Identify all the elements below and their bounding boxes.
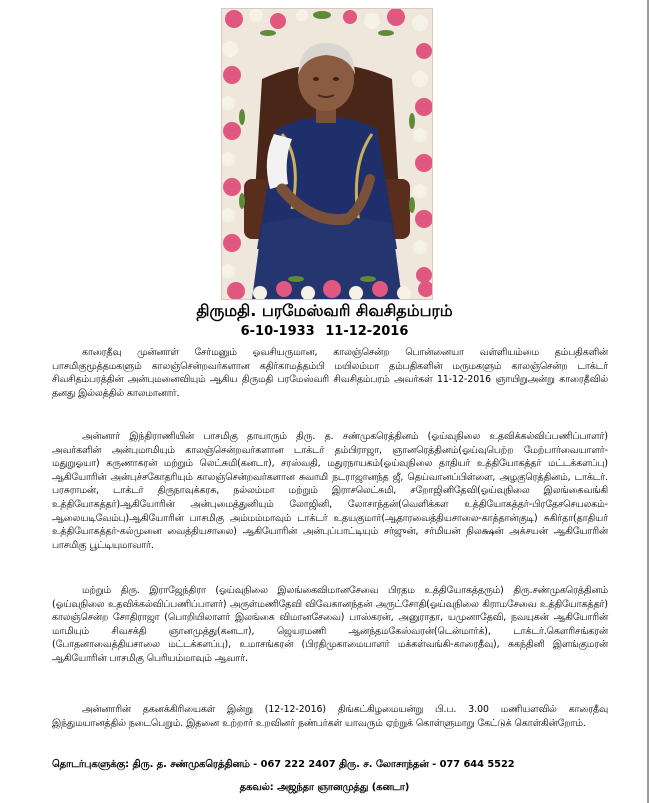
portrait-photo: [221, 8, 433, 300]
paragraph-relatives: மற்றும் திரு. இராஜேந்திரா (ஓய்வுநிலை இலங்கைவிமானசேவை பிரதம உத்தியோகத்தரும்) திரு.சண்முகரெத்தினம் (ஓய்வுநிலை உதவிக்கல்விப்பணிப்பாளர்) அருள்மணிதேவி விவேகானந்தன் அருட்சோதி(ஓய்வுநிலை கிராமசேவை உத்தியோகத்தர்) காலஞ்சென்ற சோதிராஜா (பொறியிலாளர் இலங்கை விமானசேவை) பாஸ்கரன், அனுராதா, யமுனாதேவி, நவயுகன் ஆகியோரின் மாமியும் சிவசக்தி ஞானமுத்து(கனடா), ஜெயரமணி ஆனந்தமகேஸ்வரன்(டென்மார்க்), டாக்டர்.கௌரிசங்கரன் (போதனாவைத்தியசாலை மட்டக்களப்பு), உமாசங்கரன் (பிரதிமுகாமையாளர் மக்கள்வங்கி-காரைதீவு), சுகந்தினி இளங்குமரன் ஆகியோரின் பாசமிகு பெரியம்மாவும் ஆவார்.: [52, 585, 608, 664]
life-dates: 6-10-1933 11-12-2016: [240, 324, 409, 339]
information-credit: தகவல்: அஜந்தா ஞானமுத்து (கனடா): [239, 782, 410, 793]
deceased-name: திருமதி. பரமேஸ்வரி சிவசிதம்பரம்: [196, 301, 453, 320]
paragraph-intro: காரைதீவு முன்னாள் சேர்மனும் ஓவசியருமான, காலஞ்சென்ற பொன்னையா வள்ளியம்மை தம்பதிகளின் பாசமிகுமூத்தமகளும் காலஞ்சென்றவர்களான கதிர்காமத்தம்பி மயிலம்மா தம்பதிகளின் மருமகளும் காலஞ்சென்ற டாக்டர் சிவசிதம்பரத்தின் அன்புமனைவியும் ஆகிய திருமதி பரமேஸ்வரி சிவசிதம்பரம் அவர்கள் 11-12-2016 ஞாயிறுஅன்று காரைதீவில் தனது இல்லத்தில் காலமானார்.: [52, 347, 608, 399]
contact-line: தொடர்புகளுக்கு: திரு. த. சண்முகரெத்தினம் - 067 222 2407 திரு. ச. லோசாந்தன் - 077 644 5522: [52, 759, 515, 770]
paragraph-family: அன்னார் இந்திராணியின் பாசமிகு தாயாரும் திரு. த. சண்முகரெத்தினம் (ஓய்வுநிலை உதவிக்கல்விப்பணிப்பாளர்) அவர்களின் அன்புமாமியும் காலஞ்சென்றவர்களான டாக்டர் தம்பிராஜா, ஞானரெத்தினம்(ஓய்வுபெற்ற மேற்பார்வையாளர்-மதுறுஓயா) கருணாகரன் மற்றும் லெட்சுமி(கனடா), சரஸ்வதி, மதுரநாயகம்(ஓய்வுநிலை தாதியர் உத்தியோகத்தர் மட்டக்களப்பு) ஆகியோரின் அன்புச்சகோதரியும் காலஞ்சென்றவர்களான சுவாமி நடராஜானந்த ஜீ, தெய்வானப்பிள்ளை, அழகுரெத்தினம், டாக்டர். பரசுராமன், டாக்டர் திருநாவுக்கரசு, நல்லம்மா மற்றும் இராசலெட்சுமி, சறோஜினிதேவி(ஓய்வுநிலை இலங்கைவங்கி உத்தியோகத்தர்)ஆகியோரின் அன்புமைத்துனியும் லோஜினி, லோசாந்தன்(வெளிக்கள உத்தியோகத்தர்-பிரதேசசெயலகம்-ஆலையடிவேம்பு)ஆகியோரின் பாசமிகு அம்மம்மாவும் டாக்டர் உதயகுமார்(ஆதாரவைத்தியசாலை-காத்தான்குடி) சுகிர்தா(தாதியர் உத்தியோகத்தர்-கல்முனை வைத்தியசாலை) ஆகியோரின் அன்புப்பாட்டியும் சர்ஜுன், சர்மியன் நிலக்ஷன் அக்சயன் ஆகியோரின் பாசமிகு பூட்டியுமாவார்.: [52, 431, 608, 551]
paragraph-funeral: அன்னாரின் தகனக்கிரியைகள் இன்று (12-12-2016) திங்கட்கிழமையன்று பி.ப. 3.00 மணியளவில் காரைதீவு இந்துமயானத்தில் நடைபெறும். இதனை உற்றார் உறவினர் நண்பர்கள் யாவரும் ஏற்றுக் கொள்ளுமாறு கேட்டுக் கொள்கின்றோம்.: [52, 704, 608, 729]
